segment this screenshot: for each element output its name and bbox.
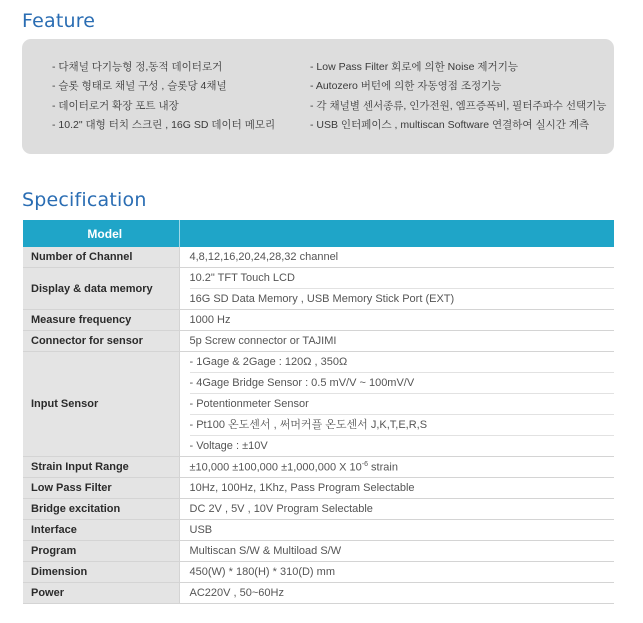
feature-item: - 데이터로거 확장 포트 내장 [52, 99, 179, 112]
strain-exponent: -6 [361, 460, 368, 468]
spec-label: Strain Input Range [23, 457, 179, 478]
specification-table [23, 220, 614, 604]
feature-item: - USB 인터페이스 , multiscan Software 연결하여 실시간 계측 [310, 119, 590, 132]
feature-item: - 다채널 다기능형 정,동적 데이터로거 [52, 61, 223, 73]
spec-value: AC220V , 50~60Hz [179, 583, 614, 604]
spec-value: 10Hz, 100Hz, 1Khz, Pass Program Selectable [179, 478, 614, 499]
spec-row-channel [23, 247, 614, 268]
spec-value: 450(W) * 180(H) * 310(D) mm [179, 562, 614, 583]
spec-value [179, 352, 614, 457]
spec-value: 1000 Hz [179, 310, 614, 331]
spec-row-frequency [23, 310, 614, 331]
spec-subvalue: 10.2" TFT Touch LCD [190, 268, 615, 289]
spec-value: 4,8,12,16,20,24,28,32 channel [179, 247, 614, 268]
spec-subvalue: 16G SD Data Memory , USB Memory Stick Port (EXT) [189, 293, 455, 305]
feature-item: - 각 채널별 센서종류, 인가전원, 엠프증폭비, 필터주파수 선택기능 [310, 99, 607, 112]
spec-subvalue: - Voltage : ±10V [189, 440, 268, 452]
spec-row-dimension [23, 562, 614, 583]
spec-row-lowpass [23, 478, 614, 499]
spec-value [179, 268, 614, 310]
spec-row-program [23, 541, 614, 562]
spec-row-strain [23, 457, 614, 478]
strain-unit: strain [368, 461, 398, 474]
spec-label: Connector for sensor [23, 331, 179, 352]
feature-item: - Low Pass Filter 회로에 의한 Noise 제거기능 [310, 61, 518, 73]
spec-label: Power [23, 583, 179, 604]
spec-value: 5p Screw connector or TAJIMI [179, 331, 614, 352]
spec-value: Multiscan S/W & Multiload S/W [179, 541, 614, 562]
spec-value: USB [179, 520, 614, 541]
model-value [179, 220, 614, 247]
strain-range-text: ±10,000 ±100,000 ±1,000,000 X 10 [189, 461, 362, 474]
model-row [23, 220, 614, 247]
spec-subvalue: - 4Gage Bridge Sensor : 0.5 mV/V ~ 100mV/V [190, 373, 615, 394]
feature-box [22, 39, 614, 154]
spec-subvalue: - Potentionmeter Sensor [190, 394, 615, 415]
spec-label: Number of Channel [23, 247, 179, 268]
spec-label: Program [23, 541, 179, 562]
feature-list-left [52, 58, 275, 136]
spec-row-interface [23, 520, 614, 541]
spec-label: Low Pass Filter [23, 478, 179, 499]
feature-item: - 슬롯 형태로 채널 구성 , 슬롯당 4채널 [52, 80, 227, 93]
feature-list-right [310, 58, 606, 136]
feature-item: - 10.2" 대형 터치 스크린 , 16G SD 데이터 메모리 [52, 119, 276, 132]
spec-value: DC 2V , 5V , 10V Program Selectable [179, 499, 614, 520]
feature-heading: Feature [22, 10, 96, 32]
spec-row-display [23, 268, 614, 310]
spec-label: Display & data memory [23, 268, 179, 310]
spec-row-bridge [23, 499, 614, 520]
spec-label: Measure frequency [23, 310, 179, 331]
spec-row-power [23, 583, 614, 604]
spec-label: Interface [23, 520, 179, 541]
spec-subvalue: - Pt100 온도센서 , 써머커플 온도센서 J,K,T,E,R,S [190, 415, 615, 436]
spec-label: Input Sensor [23, 352, 179, 457]
spec-row-input-sensor [23, 352, 614, 457]
feature-item: - Autozero 버턴에 의한 자동영점 조정기능 [310, 80, 502, 93]
spec-row-connector [23, 331, 614, 352]
model-label: Model [23, 220, 179, 247]
spec-value [179, 457, 614, 478]
spec-label: Bridge excitation [23, 499, 179, 520]
spec-label: Dimension [23, 562, 179, 583]
spec-subvalue: - 1Gage & 2Gage : 120Ω , 350Ω [190, 352, 615, 373]
specification-heading: Specification [22, 189, 147, 211]
